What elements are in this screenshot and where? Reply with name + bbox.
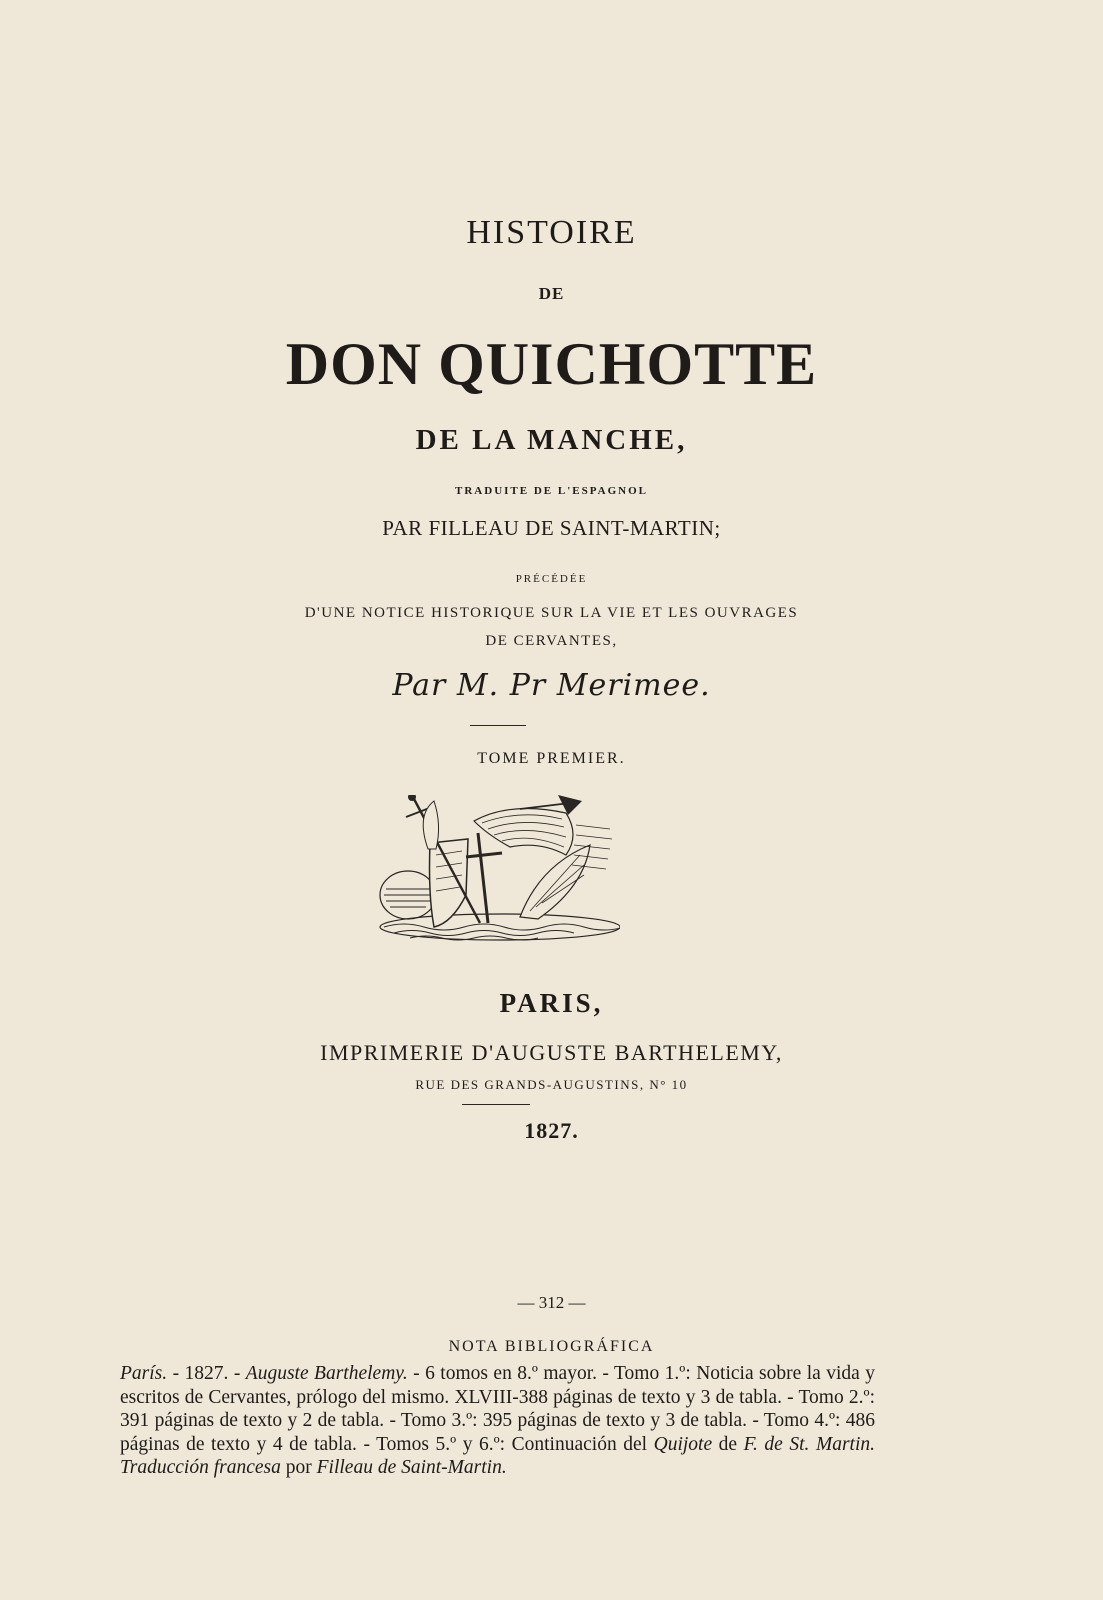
note-part: Quijote xyxy=(653,1433,713,1455)
precedee-line: PRÉCÉDÉE xyxy=(515,573,588,585)
tome-line: TOME PREMIER. xyxy=(477,750,626,767)
note-part: Filleau de Saint-Martin. xyxy=(316,1457,507,1478)
note-part: por xyxy=(280,1457,317,1478)
main-title: DON QUICHOTTE xyxy=(285,331,818,397)
note-part: - 1827. - xyxy=(167,1363,246,1384)
note-part: F. de St. Martin. xyxy=(743,1433,876,1455)
author-signature: Par M. Pr Merimee. xyxy=(392,668,711,703)
translator-line: PAR FILLEAU DE SAINT-MARTIN; xyxy=(382,516,721,540)
title-histoire: HISTOIRE xyxy=(466,214,637,251)
subtitle: DE LA MANCHE, xyxy=(415,424,688,456)
address-line: RUE DES GRANDS-AUGUSTINS, N° 10 xyxy=(415,1077,688,1092)
trophy-of-arms-engraving-icon xyxy=(370,795,620,955)
note-part: París. xyxy=(120,1363,168,1384)
divider-rule-2 xyxy=(462,1104,530,1105)
title-de: DE xyxy=(538,284,565,303)
note-part: Auguste Barthelemy. xyxy=(245,1363,408,1384)
note-part: de xyxy=(712,1433,744,1455)
printer-line: IMPRIMERIE D'AUGUSTE BARTHELEMY, xyxy=(320,1040,783,1065)
notice-line-2: DE CERVANTES, xyxy=(485,633,618,649)
bibliographic-note-text xyxy=(120,1362,875,1480)
year-line: 1827. xyxy=(524,1118,579,1143)
page-number: — 312 — xyxy=(517,1293,586,1312)
nota-heading: NOTA BIBLIOGRÁFICA xyxy=(448,1338,655,1355)
note-part: Traducción francesa xyxy=(120,1457,281,1478)
notice-line-1: D'UNE NOTICE HISTORIQUE SUR LA VIE ET LES OUVRAGES xyxy=(304,605,799,621)
bibliographic-note xyxy=(120,1362,875,1480)
city-line: PARIS, xyxy=(499,988,604,1018)
note-part: - 6 tomos en 8.º mayor. - Tomo 1.º: Noticia sobre la vida y escritos de Cervantes, prólogo del mismo. XLVIII-388 páginas de texto y 3 de tabla. - Tomo 2.º: 391 páginas de texto y 2 de tabla. - Tomo 3.º: 395 páginas de texto y 3 de tabla. - Tomo 4.º: 486 páginas de texto y 4 de tabla. - Tomos 5.º y 6.º: Continuación del xyxy=(120,1363,875,1455)
traduite-line: TRADUITE DE L'ESPAGNOL xyxy=(455,485,648,497)
divider-rule-1 xyxy=(470,725,526,726)
